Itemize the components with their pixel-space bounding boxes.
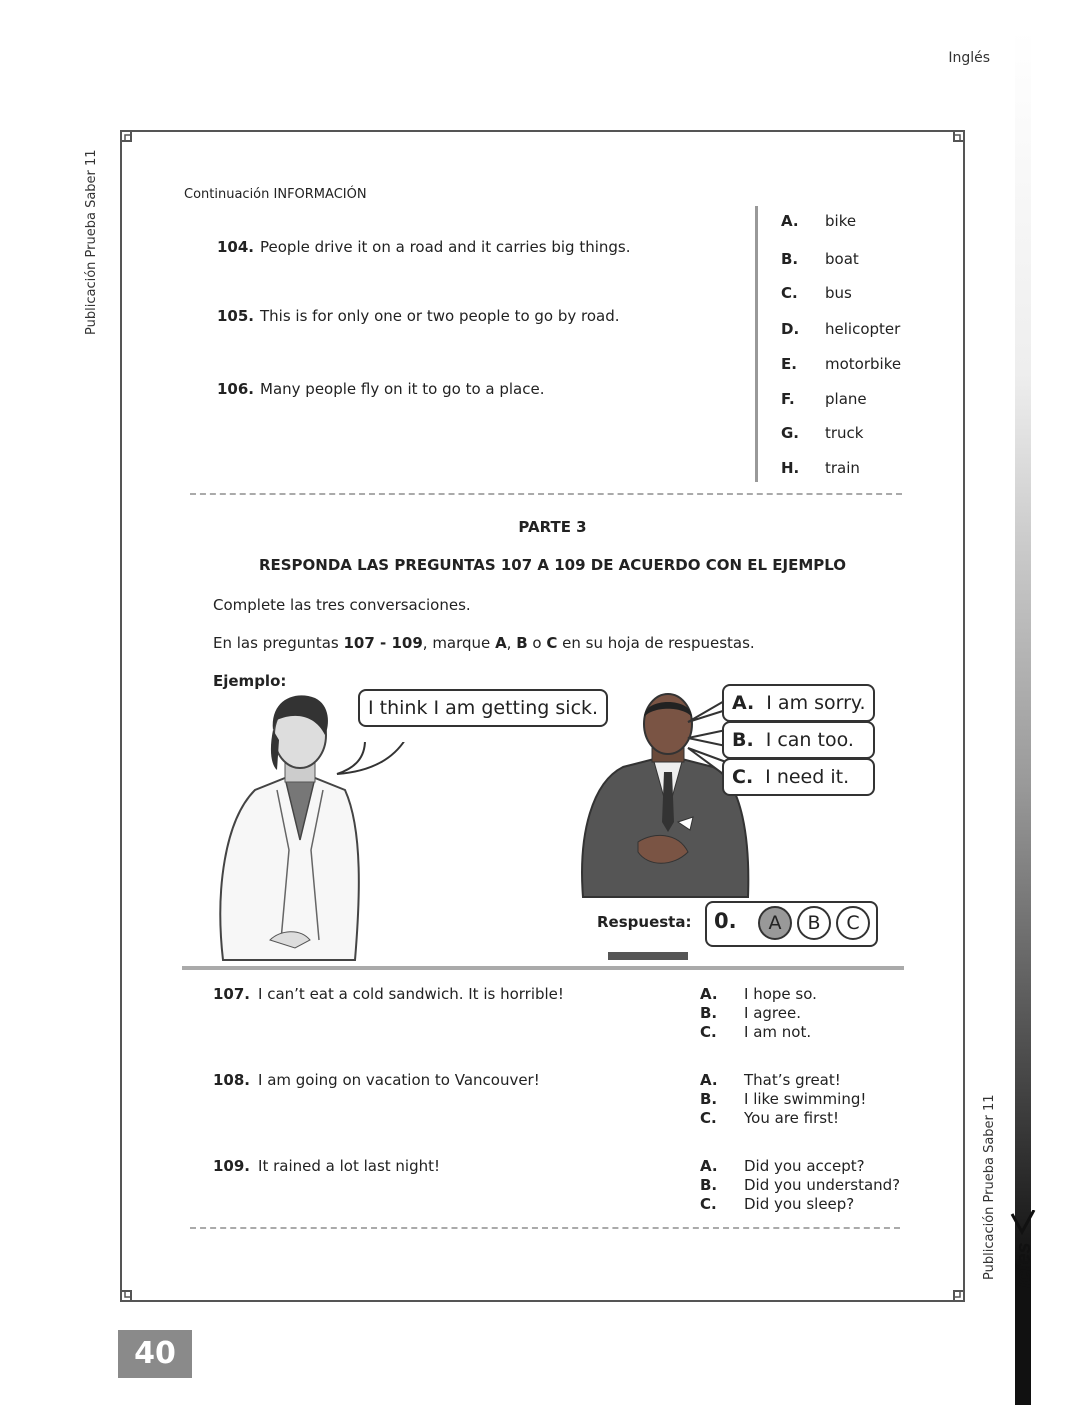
speech-tail [335,738,410,782]
answer-circle-b: B [797,906,831,940]
part-title: PARTE 3 [518,518,587,536]
example-speech-bubble: I think I am getting sick. [358,689,608,727]
list-item: A. That’s great! [700,1071,841,1089]
subject-header: Inglés [948,50,990,66]
side-publication-label: Publicación Prueba Saber 11 [84,149,99,335]
question-109-options [700,1157,900,1214]
options-divider [755,206,758,482]
option-e: E. motorbike [781,355,902,373]
option-d: D. helicopter [781,320,901,338]
option-f: F. plane [781,390,867,408]
list-item: B. Did you understand? [700,1176,901,1194]
answer-circle-a: A [758,906,792,940]
part-instruction: RESPONDA LAS PREGUNTAS 107 A 109 DE ACUERDO CON EL EJEMPLO [258,556,847,574]
list-item: A. I hope so. [700,985,817,1003]
option-g: G. truck [781,424,864,442]
example-label: Ejemplo: [213,672,287,690]
example-option-a: A. I am sorry. [722,684,875,722]
option-b: B. boat [781,250,859,268]
answer-circle-c: C [836,906,870,940]
question-107: 107. I can’t eat a cold sandwich. It is horrible! [213,985,564,1003]
frame-corner-bl [119,1281,141,1303]
question-108-options [700,1071,866,1128]
answer-number: 0. [714,909,737,933]
continuation-label: Continuación INFORMACIÓN [184,187,367,202]
frame-corner-br [944,1281,966,1303]
frame-corner-tl [119,129,141,151]
instruction-line-2: En las preguntas 107 - 109, marque A, B o C en su hoja de respuestas. [213,634,755,652]
instruction-line-1: Complete las tres conversaciones. [213,596,471,614]
answer-label: Respuesta: [597,913,692,931]
option-c: C. bus [781,284,852,302]
question-106: 106. Many people fly on it to go to a place. [217,380,545,398]
example-option-c: C. I need it. [722,758,875,796]
side-publication-label-right: Publicación Prueba Saber 11 [982,1094,997,1280]
example-separator [182,966,904,970]
question-108: 108. I am going on vacation to Vancouver! [213,1071,540,1089]
dashed-divider-bottom [190,1227,900,1229]
logo-text: icfes [1013,1242,1035,1288]
side-gradient-bar [1015,30,1031,1405]
dashed-divider-top [190,493,902,495]
list-item: C. You are first! [700,1109,839,1127]
woman-illustration [215,690,375,969]
question-109: 109. It rained a lot last night! [213,1157,441,1175]
option-h: H. train [781,459,860,477]
example-option-b: B. I can too. [722,721,875,759]
page-number: 40 [118,1330,192,1378]
list-item: B. I agree. [700,1004,801,1022]
option-a: A. bike [781,212,857,230]
illustration-base [608,952,688,960]
question-107-options [700,985,817,1042]
list-item: C. I am not. [700,1023,812,1041]
question-104: 104. People drive it on a road and it carries big things. [217,238,631,256]
list-item: C. Did you sleep? [700,1195,855,1213]
question-105: 105. This is for only one or two people to go by road. [217,307,620,325]
list-item: B. I like swimming! [700,1090,867,1108]
frame-corner-tr [944,129,966,151]
icfes-logo [1004,1210,1042,1290]
list-item: A. Did you accept? [700,1157,865,1175]
